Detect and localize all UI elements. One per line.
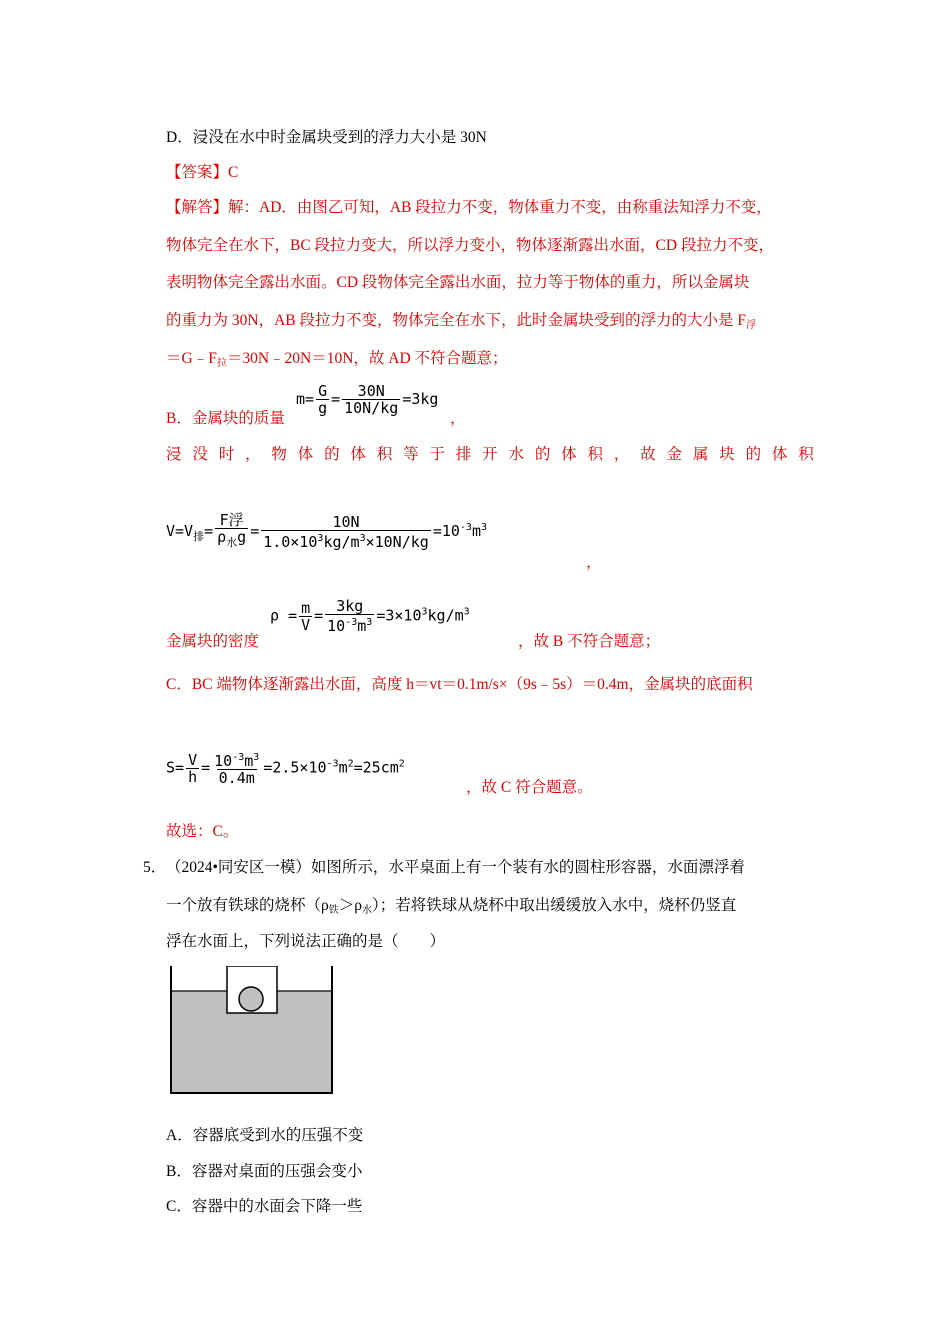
- formula-text: kg/m: [323, 532, 360, 551]
- spaced-word: 金: [666, 446, 683, 463]
- superscript: -3: [326, 758, 339, 770]
- spaced-word: 没: [192, 446, 208, 463]
- superscript: 3: [359, 532, 366, 544]
- formula-text: 10: [214, 752, 233, 770]
- spaced-word: 体: [561, 446, 577, 463]
- denominator: 0.4m: [218, 769, 255, 787]
- subscript: 排: [193, 530, 205, 543]
- subscript: 水: [362, 905, 372, 916]
- explanation-line-5: [166, 349, 508, 374]
- area-suffix: ，故 C 符合题意。: [466, 779, 593, 796]
- superscript: 3: [463, 606, 470, 618]
- formula-text: ρ: [217, 528, 227, 546]
- explanation-label: 【解答】: [166, 199, 229, 216]
- spaced-word: 故: [640, 446, 656, 463]
- numerator: G: [318, 382, 328, 400]
- formula-text: F: [219, 511, 229, 529]
- superscript: -3: [232, 752, 245, 763]
- numerator: m: [301, 598, 311, 617]
- fraction: [299, 600, 312, 633]
- formula-text: 1.0×10: [263, 532, 318, 551]
- option-a: A．容器底受到水的压强不变: [166, 1127, 364, 1144]
- spaced-word: 的: [534, 446, 551, 463]
- spaced-word: 等: [403, 446, 419, 463]
- spaced-word: 积: [376, 446, 393, 463]
- formula-text: m: [471, 522, 481, 540]
- formula-text: m: [244, 752, 254, 770]
- spaced-word: 体: [350, 446, 366, 463]
- numerator: 10N: [332, 512, 360, 531]
- spaced-word: 于: [429, 446, 445, 463]
- spaced-word: 时: [218, 446, 235, 463]
- spaced-word: 开: [482, 446, 498, 463]
- option-d: D．浸没在水中时金属块受到的浮力大小是 30N: [166, 129, 487, 146]
- numerator: V: [188, 750, 198, 769]
- denominator: [261, 530, 431, 550]
- denominator: 10N/kg: [344, 399, 399, 417]
- superscript: -3: [345, 617, 358, 628]
- answer-line: 【答案】C: [166, 164, 239, 181]
- question-stem-2: [166, 896, 736, 921]
- formula-text: ×10N/kg: [365, 532, 429, 551]
- spaced-word: 积: [798, 446, 814, 463]
- mass-prefix: B．金属块的质量: [166, 410, 285, 427]
- question-number: 5．: [143, 859, 167, 876]
- explanation-text: ＝30N﹣20N＝10N，故 AD 不符合题意；: [226, 350, 508, 367]
- volume-comma: ，: [586, 554, 602, 571]
- spaced-word: 浸: [166, 446, 182, 463]
- formula-text: =25cm: [353, 758, 399, 777]
- iron-ball: [239, 987, 263, 1011]
- explanation-line-4: [166, 311, 756, 336]
- explanation-line-3: 表明物体完全露出水面。CD 段物体完全露出水面，拉力等于物体的重力，所以金属块: [166, 274, 750, 291]
- formula-text: =: [201, 758, 211, 777]
- area-formula: [166, 750, 405, 786]
- fraction: [212, 750, 261, 786]
- denominator: [325, 614, 374, 634]
- stem-text: 一个放有铁球的烧杯（ρ: [166, 897, 329, 914]
- spaced-word: ，: [613, 446, 630, 463]
- option-b: B．容器对桌面的压强会变小: [166, 1163, 363, 1180]
- numerator: 3kg: [336, 597, 364, 615]
- spaced-word: 水: [508, 446, 524, 463]
- formula-text: m: [357, 617, 367, 635]
- option-c-explanation: C．BC 端物体逐渐露出水面，高度 h＝vt＝0.1m/s×（9s﹣5s）＝0.4m，金属块的底面积: [166, 676, 753, 693]
- numerator: [218, 512, 246, 528]
- mass-formula: [296, 383, 438, 416]
- subscript: 拉: [216, 358, 227, 369]
- explanation-text: 解：AD．由图乙可知，AB 段拉力不变，物体重力不变，由称重法知浮力不变，: [228, 199, 772, 216]
- formula-text: =10: [432, 522, 460, 540]
- numerator: 30N: [357, 382, 385, 400]
- numerator: [212, 750, 261, 769]
- superscript: 2: [398, 758, 405, 770]
- fraction: [316, 383, 329, 416]
- superscript: 3: [480, 522, 488, 533]
- density-suffix: ，故 B 不符合题意；: [518, 633, 661, 650]
- explanation-text: 的重力为 30N，AB 段拉力不变，物体完全在水下，此时金属块受到的浮力的大小是 F: [166, 312, 746, 329]
- formula-text: ρ =: [270, 606, 298, 625]
- stem-text: ）；若将铁球从烧杯中取出缓缓放入水中，烧杯仍竖直: [372, 897, 737, 914]
- spaced-word: 的: [745, 446, 762, 463]
- fraction: [342, 383, 400, 416]
- formula-text: kg/m: [427, 606, 464, 625]
- formula-text: m: [338, 758, 348, 777]
- formula-text: m=: [296, 390, 315, 408]
- superscript: 3: [366, 617, 373, 628]
- volume-formula: [166, 512, 487, 551]
- mass-comma: ，: [450, 410, 466, 427]
- volume-intro-line: [166, 445, 814, 465]
- container-diagram: [168, 966, 336, 1096]
- spaced-word: ，: [245, 446, 261, 463]
- fraction: [186, 752, 199, 785]
- density-prefix: 金属块的密度: [166, 633, 260, 650]
- formula-text: =3×10: [376, 606, 422, 625]
- denominator: [215, 528, 248, 551]
- denominator: g: [318, 399, 328, 417]
- question-stem-1: （2024•同安区一模）如图所示，水平桌面上有一个装有水的圆柱形容器，水面漂浮着: [166, 859, 745, 876]
- formula-text: S=: [166, 758, 185, 777]
- spaced-word: 体: [771, 446, 788, 463]
- formula-text: 10: [327, 617, 346, 635]
- explanation-text: ＝G﹣F: [166, 350, 217, 367]
- fraction: [261, 514, 431, 550]
- superscript: -3: [459, 522, 472, 533]
- subscript: 铁: [328, 905, 339, 916]
- fraction: [325, 598, 374, 634]
- formula-text: =: [314, 606, 324, 625]
- formula-text: g: [237, 528, 247, 546]
- stem-text: ＞ρ: [338, 897, 362, 914]
- superscript: 3: [317, 532, 324, 544]
- question-stem-3: 浮在水面上，下列说法正确的是（ ）: [166, 933, 446, 950]
- formula-text: =: [331, 390, 341, 408]
- denominator: V: [301, 615, 311, 634]
- spaced-word: 的: [324, 446, 340, 463]
- option-c: C．容器中的水面会下降一些: [166, 1198, 363, 1215]
- fraction: [215, 512, 248, 551]
- spaced-word: 属: [692, 446, 709, 463]
- formula-text: =3kg: [402, 390, 439, 408]
- formula-text: =: [250, 522, 260, 540]
- explanation-line-1: [166, 198, 772, 218]
- superscript: 3: [253, 752, 260, 763]
- superscript: 2: [347, 758, 354, 770]
- formula-text: =2.5×10: [263, 758, 327, 777]
- formula-text: V=V: [166, 522, 194, 540]
- spaced-word: 块: [719, 446, 735, 463]
- formula-text: 浮: [228, 511, 244, 529]
- spaced-word: 物: [271, 446, 287, 463]
- subscript: 水: [226, 536, 238, 549]
- density-formula: [270, 598, 470, 634]
- superscript: 3: [421, 606, 428, 618]
- denominator: h: [188, 767, 198, 786]
- formula-text: =: [204, 522, 214, 540]
- explanation-line-2: 物体完全在水下，BC 段拉力变大，所以浮力变小，物体逐渐露出水面，CD 段拉力不变，: [166, 237, 774, 254]
- subscript: 浮: [745, 320, 756, 331]
- spaced-word: 体: [297, 446, 314, 463]
- spaced-word: 排: [455, 446, 472, 463]
- spaced-word: 积: [587, 446, 604, 463]
- final-choice: 故选：C。: [166, 823, 239, 840]
